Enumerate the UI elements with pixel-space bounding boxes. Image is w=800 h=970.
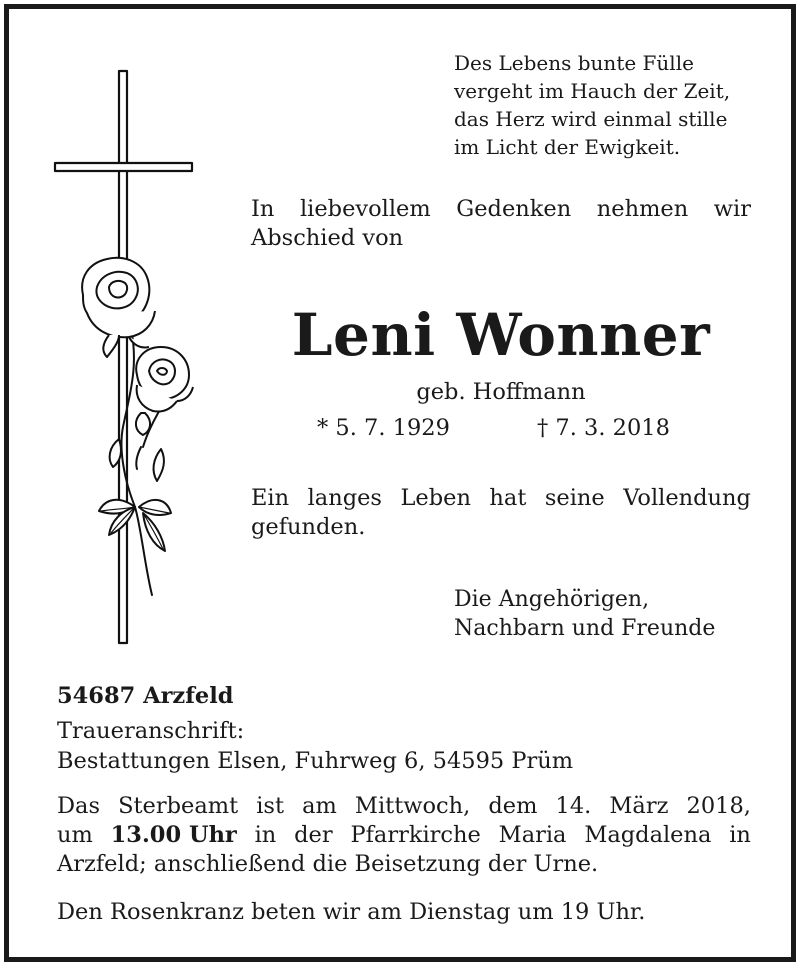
service-time: 13.00 Uhr	[110, 822, 237, 848]
poem-line: Des Lebens bunte Fülle	[454, 51, 694, 75]
closing-line-2: gefunden.	[251, 514, 366, 540]
mourning-address	[57, 716, 757, 776]
address-value: Bestattungen Elsen, Fuhrweg 6, 54595 Prüm	[57, 748, 574, 774]
poem	[454, 49, 764, 161]
obituary-notice	[4, 4, 796, 962]
town: 54687 Arzfeld	[57, 683, 234, 709]
family-signature	[454, 585, 764, 643]
death-date: † 7. 3. 2018	[537, 415, 670, 441]
intro-text	[251, 195, 751, 253]
cross-with-roses-icon	[49, 67, 209, 652]
poem-line: im Licht der Ewigkeit.	[454, 135, 681, 159]
intro-line-1: In liebevollem Gedenken nehmen wir	[251, 196, 751, 222]
family-line-1: Die Angehörigen,	[454, 587, 650, 612]
intro-line-2: Abschied von	[251, 225, 404, 251]
deceased-name: Leni Wonner	[291, 301, 711, 369]
service-details	[57, 792, 751, 879]
birth-date: * 5. 7. 1929	[317, 415, 450, 441]
closing-text	[251, 484, 751, 542]
service-line-3: Arzfeld; anschließend die Beisetzung der Urne.	[57, 851, 599, 877]
closing-line-1: Ein langes Leben hat seine Vollendung	[251, 485, 751, 511]
poem-line: vergeht im Hauch der Zeit,	[454, 79, 731, 103]
service-line-2: um 13.00 Uhr in der Pfarrkirche Maria Magdalena in	[57, 822, 751, 848]
address-label: Traueranschrift:	[57, 718, 245, 744]
rosary-note: Den Rosenkranz beten wir am Dienstag um 19 Uhr.	[57, 899, 646, 925]
poem-line: das Herz wird einmal stille	[454, 107, 728, 131]
maiden-name: geb. Hoffmann	[416, 379, 586, 405]
family-line-2: Nachbarn und Freunde	[454, 616, 716, 641]
service-line-1: Das Sterbeamt ist am Mittwoch, dem 14. März 2018,	[57, 793, 751, 819]
